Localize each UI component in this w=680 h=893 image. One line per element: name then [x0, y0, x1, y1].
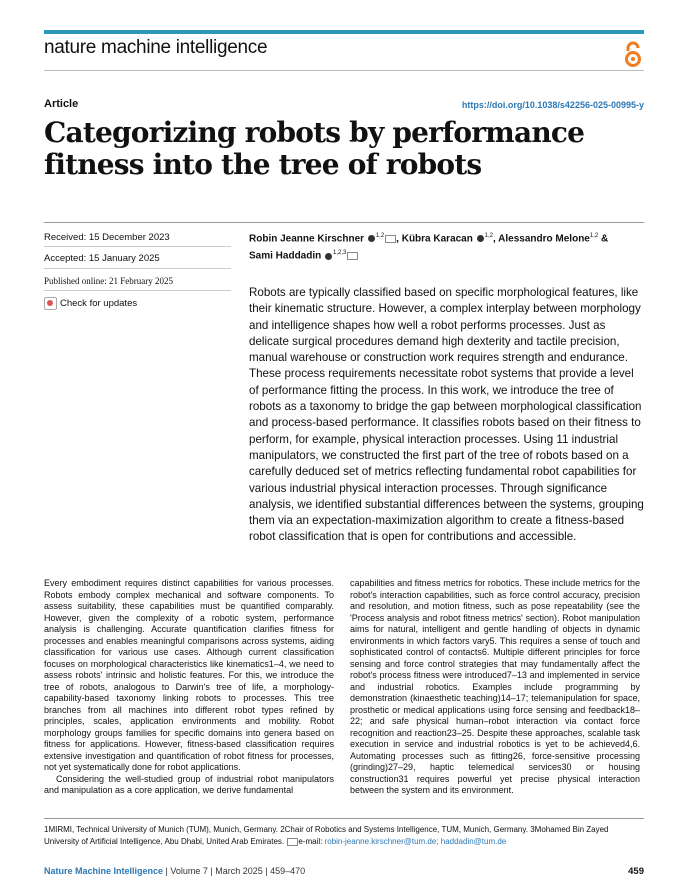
- body-column-right: [350, 578, 640, 797]
- check-for-updates-button[interactable]: [44, 297, 137, 310]
- orcid-icon[interactable]: [477, 235, 484, 242]
- abstract: Robots are typically classified based on specific morphological features, like their kinematic structure. However, a complex interplay between morphology and intelligence shapes how well a robot performs processes. Just as delicate surgical procedures demand high dexterity and tactile precision, manual warehouse or construction work requires strength and endurance. These process requirements necessitate robot systems that provide a level of performance fitting the process. In this work, we introduce the tree of robots as a taxonomy to bridge the gap between morphological classification and process-based performance. It classifies robots based on their fitness to perform, for example, physical interaction processes. Using 11 industrial manipulators, we constructed the first part of the tree of robots based on a carefully deduced set of metrics reflecting fundamental robot capabilities for various industrial physical interaction processes. Through significance analysis, we identified substantial differences between the systems, grouping them via an expectation-maximization algorithm to create a fitness-based robot classification that is open for contributions and accessible.: [249, 286, 644, 544]
- author-separator: &: [598, 233, 609, 245]
- author-affiliation-sup: 1,2: [484, 233, 493, 239]
- author-affiliation-sup: 1,2: [375, 233, 385, 239]
- page-number: 459: [628, 866, 644, 877]
- orcid-icon[interactable]: [368, 235, 375, 242]
- meta-divider: [44, 246, 231, 247]
- affiliation-text: 1MIRMI, Technical University of Munich (TUM), Munich, Germany. 2Chair of Robotics and Systems Intelligence, TUM, Munich, Germany. 3Mohamed Bin Zayed University of Artificial Intelligence, Abu Dhabi, United Arab Emirates.: [44, 825, 609, 846]
- journal-name[interactable]: nature machine intelligence: [44, 37, 268, 58]
- body-paragraph: capabilities and fitness metrics for robotics. These include metrics for the robot's interaction capabilities, such as force control accuracy, precision and resolution, and motion fitness, such as pose repeatability (see the 'Process analysis and robot fitness metrics' section). Robot manipulation aims for natural, intelligent and gentle handling of objects in dynamic environments in which factors vary5. This requires a sense of touch and sophisticated control of contacts6. Multiple different principles for force sensing and force control strategies that may fundamentally affect the robot's process fitness were introduced7–13 and implemented in service and industrial robotics. Examples include programming by demonstration (kinaesthetic teaching)14–17; telemanipulation for space, prosthetic or medical applications using force sensing and feedback18–22; and safe physical human–robot interaction via contact force recognition and reaction23–25. Despite these approaches, scalable task execution in service and industrial robotics is yet to be achieved4,6. Automating processes such as fitting26, force-sensitive processing (grinding)27–29, haptic telemedical services30 or housing construction31 requires powerful yet precise physical interaction between the system and its environment.: [350, 578, 640, 795]
- orcid-icon[interactable]: [325, 253, 332, 260]
- email-icon[interactable]: [347, 252, 358, 260]
- affiliations: [44, 824, 644, 848]
- article-title: Categorizing robots by performance fitness into the tree of robots: [44, 116, 585, 181]
- meta-divider: [44, 268, 231, 269]
- open-access-icon: [620, 40, 646, 68]
- published-date: Published online: 21 February 2025: [44, 276, 173, 286]
- title-divider: [44, 222, 644, 223]
- article-type: Article: [44, 98, 79, 110]
- email-label: e-mail:: [298, 837, 325, 846]
- check-updates-label: Check for updates: [60, 298, 138, 309]
- header-divider: [44, 70, 644, 71]
- author-separator: ,: [492, 233, 499, 245]
- footer-citation: [44, 866, 305, 876]
- footnote-divider: [44, 818, 644, 819]
- body-column-left: [44, 578, 334, 797]
- header-accent-bar: [44, 30, 644, 34]
- email-links[interactable]: robin-jeanne.kirschner@tum.de; haddadin@tum.de: [324, 837, 507, 846]
- footer-details: | Volume 7 | March 2025 | 459–470: [163, 866, 306, 876]
- body-paragraph: Considering the well-studied group of industrial robot manipulators and manipulation as a core application, we derive fundamental: [44, 773, 334, 795]
- body-paragraph: Every embodiment requires distinct capabilities for various processes. Robots embody complex mechanical and software components. To assess suitability, these capabilities must be quantified comparably. However, given the complexity of a robotic system, performance analysis is challenging. Accurate quantification clarifies fitness for processes and enables meaningful comparisons across systems, aiding classification for various use cases. Although current classification focuses on morphological characteristics like kinematics1–4, we need to assess robots' intrinsic and holistic features. For this, we introduce the tree of robots, analogous to Darwin's tree of life, a morphology-capability-based taxonomy linking robots to processes. This tree branches from all machines into different robot types refined by principles, scales, application environments and mobility. Robot morphology groups families for specific domains into genera based on fitness for applications. However, fitness-based classification requires extensive investigation and quantification of robot fitness for processes, not yet systematically done for robot applications.: [44, 578, 334, 772]
- author-separator: ,: [396, 233, 402, 245]
- check-updates-icon: [44, 297, 57, 310]
- received-date: Received: 15 December 2023: [44, 232, 170, 243]
- accepted-date: Accepted: 15 January 2025: [44, 253, 160, 264]
- footer-journal[interactable]: Nature Machine Intelligence: [44, 866, 164, 876]
- author-list: [249, 229, 649, 264]
- meta-divider: [44, 290, 231, 291]
- email-icon[interactable]: [385, 235, 396, 243]
- author-name[interactable]: Robin Jeanne Kirschner: [249, 233, 365, 245]
- author-name[interactable]: Sami Haddadin: [249, 250, 322, 262]
- doi-link[interactable]: https://doi.org/10.1038/s42256-025-00995-y: [461, 100, 644, 110]
- author-name[interactable]: Alessandro Melone: [498, 233, 590, 245]
- author-affiliation-sup: 1,2: [589, 233, 599, 239]
- author-name[interactable]: Kübra Karacan: [401, 233, 473, 245]
- author-affiliation-sup: 1,2,3: [333, 250, 347, 257]
- email-icon: [287, 838, 298, 846]
